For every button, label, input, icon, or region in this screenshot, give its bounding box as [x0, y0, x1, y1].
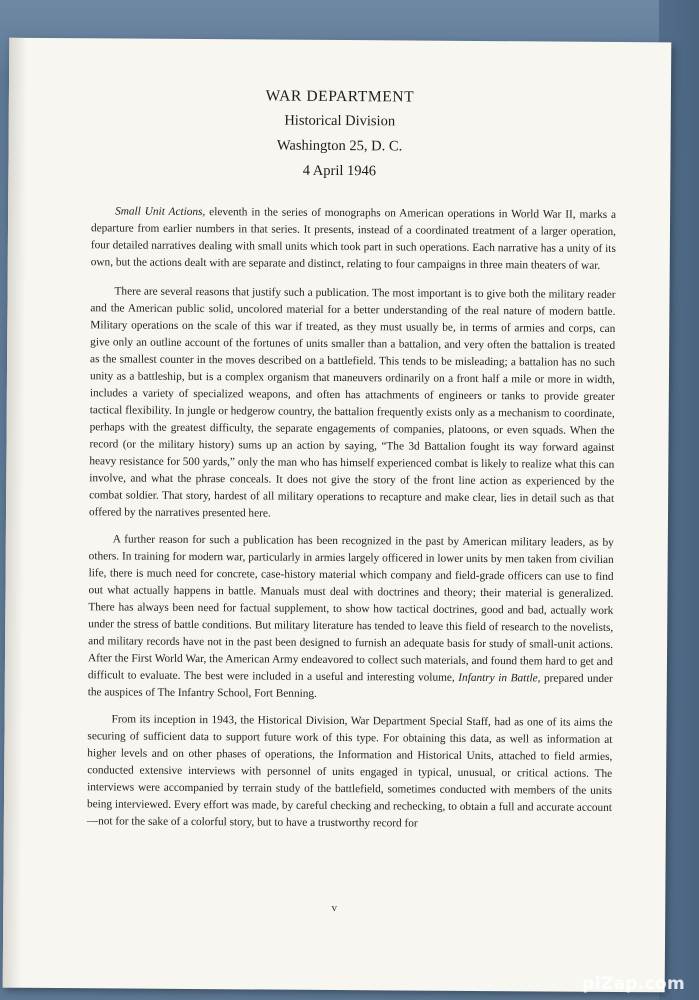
italic-title: Small Unit Actions,	[115, 205, 206, 219]
heading-date: 4 April 1946	[302, 162, 377, 180]
paragraph-3	[88, 531, 614, 705]
italic-book-title: Infantry in Battle,	[458, 671, 541, 685]
watermark-logo: piZap.com	[582, 974, 685, 994]
body-text	[87, 203, 616, 844]
paragraph-3-text-b: prepared under the auspices of The Infantry School, Fort Benning.	[87, 672, 613, 700]
paragraph-3-text-a: A further reason for such a publication has been recognized in the past by American military leaders, as by others. In training for modern war, particularly in armies largely officered in lower units by men taken from civilian life, there is much need for concrete, case-history material which company and field-grade officers can use to find out what actually happens in battle. Manuals must deal with doctrines and theory; their material is generalized. There has always been need for factual supplement, to show how tactical doctrines, good and bad, actually work under the stress of battle conditions. But military literature has tended to leave this field of research to the novelists, and military records have not in the past been designed to furnish an adequate basis for study of small-unit actions. After the First World War, the American Army endeavored to collect such materials, and found them hard to get and difficult to evaluate. The best were included in a useful and interesting volume,	[87, 533, 614, 684]
heading-department: WAR DEPARTMENT	[265, 87, 415, 106]
heading-division: Historical Division	[284, 112, 396, 130]
paragraph-2: There are several reasons that justify such a publication. The most important is to give both the military reader and the American public solid, uncolored material for a better understanding of the real nature of modern battle. Military operations on the scale of this war if treated, as they must usually be, in terms of armies and corps, can give only an outline account of the fortunes of units smaller than a battalion, and very often the battalion is treated as the smallest counter in the moves described on a battlefield. This tends to be misleading; a battalion has no such unity as a battleship, but is a complex organism that maneuvers ordinarily on a front half a mile or more in width, includes a variety of specialized weapons, and often has attachments of engineers or tanks to provide greater tactical flexibility. In jungle or hedgerow country, the battalion frequently exists only as a mechanism to coordinate, perhaps with the greatest difficulty, the separate engagements of companies, platoons, or even squads. When the record (or the military history) sums up an action by saying, “The 3d Battalion fought its way forward against heavy resistance for 500 yards,” only the man who has himself experienced combat is likely to realize what this can involve, and what the phrase conceals. It does not give the story of the front line action as experienced by the combat soldier. That story, hardest of all military operations to recapture and make clear, lies in detail such as that offered by the narratives presented here.	[88, 285, 616, 520]
paragraph-1	[91, 203, 616, 275]
letterhead	[8, 82, 671, 187]
paragraph-4: From its inception in 1943, the Historical Division, War Department Special Staff, had as one of its aims the securing of sufficient data to support future work of this type. For obtaining this data, as well as information at higher levels and on other phases of operations, the Information and Historical Units, attached to field armies, conducted extensive interviews with personnel of units engaged in typical, unusual, or critical actions. The interviews were accompanied by terrain study of the battlefield, sometimes conducted with members of the units being interviewed. Every effort was made, by careful checking and rechecking, to obtain a full and accurate account—not for the sake of a colorful story, but to have a trustworthy record for	[86, 713, 613, 830]
page-number: v	[331, 901, 338, 915]
document-page	[3, 38, 672, 993]
heading-address: Washington 25, D. C.	[276, 137, 403, 155]
paragraph-1-text: eleventh in the series of monographs on American operations in World War II, marks a departure from earlier numbers in that series. It presents, instead of a coordinated treatment of a larger operation, four detailed narratives dealing with small units which took part in such operations. Each narrative has a unity of its own, but the actions dealt with are separate and distinct, relating to four campaigns in three main theaters of war.	[90, 206, 617, 272]
